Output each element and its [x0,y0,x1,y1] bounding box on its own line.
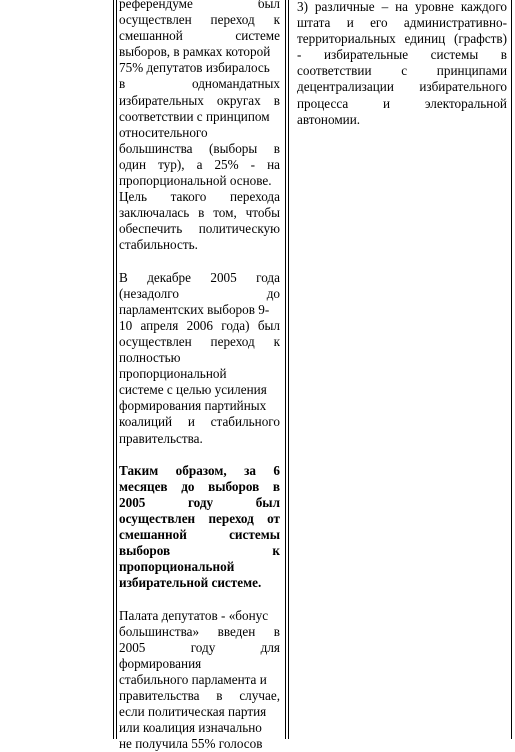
text-line: стабильного парламента и [119,671,267,687]
text-line: смешанной системе [119,28,280,44]
paragraph [119,463,280,592]
text-line: месяцев до выборов в [119,478,280,494]
text-line: Палата депутатов - «бонус [119,607,269,623]
text-line: 2005 году был [119,494,280,510]
text-line: пропорциональной [119,366,227,382]
text-line: (незадолго до [119,285,280,301]
text-line: осуществлен переход к [119,12,280,28]
text-line: не получила 55% голосов [119,736,263,752]
text-line: Таким образом, за 6 [119,462,280,478]
text-line: 2005 году для [119,639,280,655]
paragraph [119,0,280,254]
text-line: осуществлен переход к [119,333,280,349]
text-line: Цель такого перехода [119,189,280,205]
paragraph-gap [119,254,280,270]
table-border-right [511,0,512,739]
text-line: автономии. [297,111,361,127]
text-line: правительства. [119,430,203,446]
text-line: пропорциональной [119,559,235,575]
text-line: в одномандатных [119,76,280,92]
text-line: децентрализации избирательного [297,79,507,95]
text-line: избирательной системе. [119,575,262,591]
text-line: смешанной системы [119,527,280,543]
paragraph [297,0,507,128]
text-line: если политическая партия [119,704,267,720]
text-line: формирования [119,655,202,671]
text-line: 3) различные – на уровне каждого [297,0,507,14]
text-line: 10 апреля 2006 года) был [119,317,280,333]
text-line: формирования партийных [119,398,267,414]
table-column-divider [285,0,286,739]
text-line: коалиций и стабильного [119,414,280,430]
text-line: территориальных единиц (графств) [297,31,507,47]
right-column-text [297,0,507,128]
text-line: обеспечить политическую [119,221,280,237]
table-border-left [113,0,114,739]
text-line: соответствии с принципами [297,63,507,79]
text-line: или коалиция изначально [119,720,262,736]
text-line: процесса и электоральной [297,95,507,111]
text-line: полностью [119,350,181,366]
text-line: - избирательные системы в [297,47,507,63]
text-line: заключалась в том, чтобы [119,205,280,221]
paragraph [119,270,280,447]
text-line: выборов, в рамках которой [119,44,271,60]
paragraph-gap [119,591,280,607]
text-line: выборов к [119,543,280,559]
text-line: избирательных округах в [119,92,280,108]
text-line: референдуме был [119,0,280,11]
text-line: В декабре 2005 года [119,269,280,285]
text-line: относительного [119,124,208,140]
text-line: осуществлен переход от [119,511,280,526]
table-column-divider-inner [288,0,289,739]
middle-column-text [119,0,280,752]
text-line: парламентских выборов 9- [119,301,270,317]
table-border-left-inner [116,0,117,739]
text-line: стабильность. [119,237,198,253]
text-line: соответствии с принципом [119,108,270,124]
text-line: правительства в случае, [119,688,280,704]
text-line: большинства (выборы в [119,140,280,156]
text-line: большинства» введен в [119,623,280,639]
text-line: один тур), а 25% - на [119,156,280,172]
paragraph-gap [119,447,280,463]
text-line: 75% депутатов избиралось [119,60,270,76]
paragraph [119,608,280,752]
text-line: системе с целью усиления [119,382,267,398]
text-line: пропорциональной основе. [119,173,272,189]
text-line: штата и его административно- [297,15,507,31]
